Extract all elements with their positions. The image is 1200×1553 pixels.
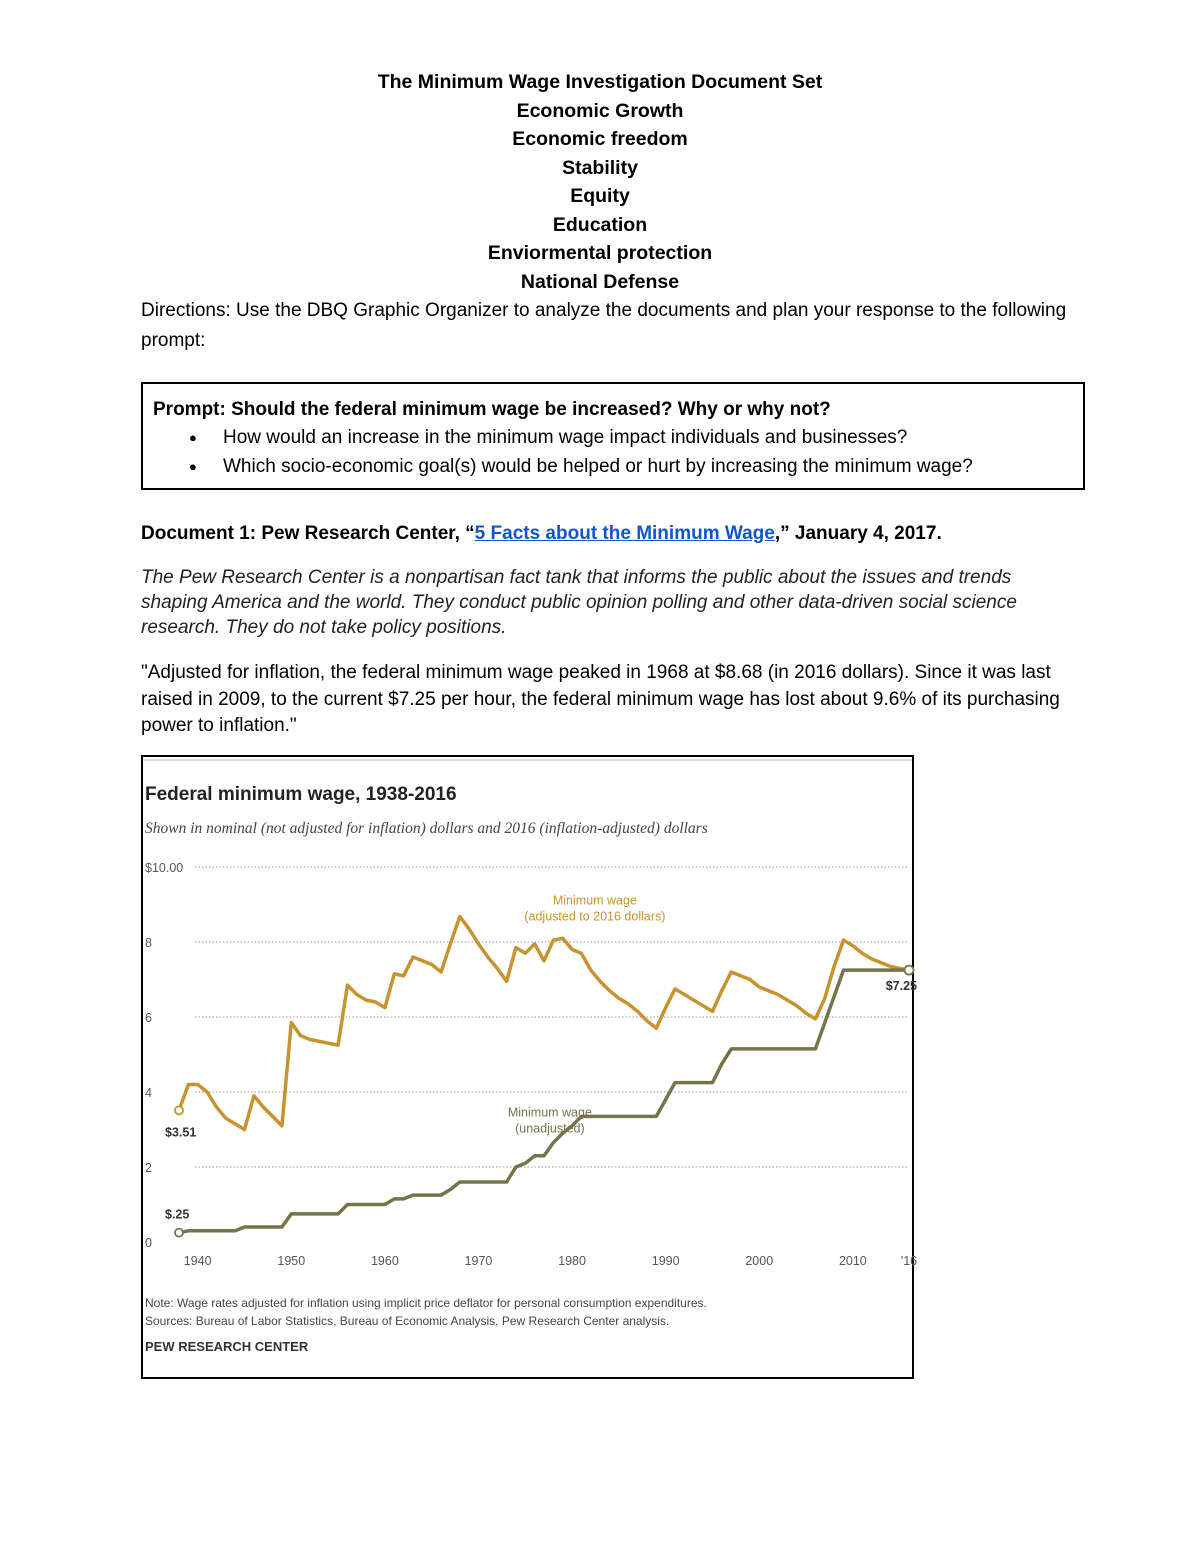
x-tick-label: 1980	[558, 1254, 586, 1268]
y-tick-label: 6	[145, 1011, 152, 1025]
document-1-label: Document 1: Pew Research Center, “	[141, 523, 475, 544]
prompt-box	[141, 382, 1085, 490]
series-label-adjusted: Minimum wage	[552, 893, 637, 908]
x-tick-label: 2000	[745, 1254, 774, 1268]
directions-text: Directions: Use the DBQ Graphic Organizer to analyze the documents and plan your response to the following prompt:	[141, 300, 1067, 351]
prompt-bullets	[153, 424, 1073, 481]
prompt-bullet-goals: ● Which socio-economic goal(s) would be helped or hurt by increasing the minimum wage?	[223, 453, 1073, 482]
y-tick-label: 0	[145, 1236, 152, 1250]
chart-title: Federal minimum wage, 1938-2016	[145, 784, 457, 805]
x-tick-label: 1990	[651, 1254, 680, 1268]
document-1-description: The Pew Research Center is a nonpartisan fact tank that informs the public about the issues and trends shaping America and the world. They conduct public opinion polling and other data-driven social science research. They do not take policy positions.	[141, 567, 1017, 638]
series-label-unadjusted: (unadjusted)	[515, 1121, 585, 1136]
document-1-link[interactable]: 5 Facts about the Minimum Wage	[474, 523, 775, 544]
prompt-bullet-impact: ● How would an increase in the minimum wage impact individuals and businesses?	[223, 424, 1073, 453]
x-tick-label: '16	[900, 1254, 918, 1268]
series-label-adjusted: (adjusted to 2016 dollars)	[524, 909, 666, 924]
goal-national-defense: National Defense	[520, 270, 680, 293]
goal-equity: Equity	[570, 185, 630, 207]
x-tick-label: 2010	[838, 1254, 867, 1268]
x-tick-label: 1960	[370, 1254, 399, 1268]
goal-economic-growth: Economic Growth	[516, 99, 684, 122]
prompt-title: Prompt: Should the federal minimum wage be increased? Why or why not?	[153, 399, 831, 420]
goal-education: Education	[552, 213, 648, 236]
chart-background	[143, 757, 912, 1377]
annotation-start-unadjusted: $.25	[165, 1207, 190, 1222]
goal-environmental-protection: Enviormental protection	[487, 242, 713, 264]
start-point-adjusted	[175, 1106, 183, 1114]
y-tick-label: $10.00	[145, 861, 184, 875]
document-1-heading	[141, 520, 942, 548]
chart-brand: PEW RESEARCH CENTER	[145, 1339, 309, 1354]
x-tick-label: 1970	[464, 1254, 493, 1268]
annotation-start-adjusted: $3.51	[165, 1125, 197, 1140]
y-tick-label: 4	[145, 1086, 152, 1100]
end-point-2016	[905, 966, 914, 975]
document-title: The Minimum Wage Investigation Document Set	[377, 71, 823, 93]
y-tick-label: 8	[145, 936, 152, 950]
goal-stability: Stability	[562, 156, 638, 179]
document-1-quote: "Adjusted for inflation, the federal minimum wage peaked in 1968 at $8.68 (in 2016 dollars). Since it was last raised in 2009, to the current $7.25 per hour, the federal minimum wage has lost about 9.6% of its purchasing power to inflation."	[141, 662, 1060, 736]
chart-sources: Sources: Bureau of Labor Statistics, Bureau of Economic Analysis, Pew Research Center analysis.	[145, 1314, 670, 1328]
title-block	[0, 68, 1200, 296]
start-point-unadjusted	[175, 1229, 183, 1237]
annotation-end-2016: $7.25	[885, 979, 917, 994]
chart-figure	[141, 755, 918, 1379]
x-tick-label: 1940	[183, 1254, 212, 1268]
minimum-wage-chart	[143, 757, 918, 1377]
goal-economic-freedom: Economic freedom	[512, 128, 688, 150]
series-label-unadjusted: Minimum wage	[507, 1105, 592, 1120]
chart-note: Note: Wage rates adjusted for inflation using implicit price deflator for personal consumption expenditures.	[145, 1296, 707, 1310]
y-tick-label: 2	[145, 1161, 152, 1175]
x-tick-label: 1950	[277, 1254, 306, 1268]
chart-subtitle: Shown in nominal (not adjusted for inflation) dollars and 2016 (inflation-adjusted) dollars	[145, 820, 708, 837]
document-1-label-end: ,” January 4, 2017.	[774, 523, 942, 544]
